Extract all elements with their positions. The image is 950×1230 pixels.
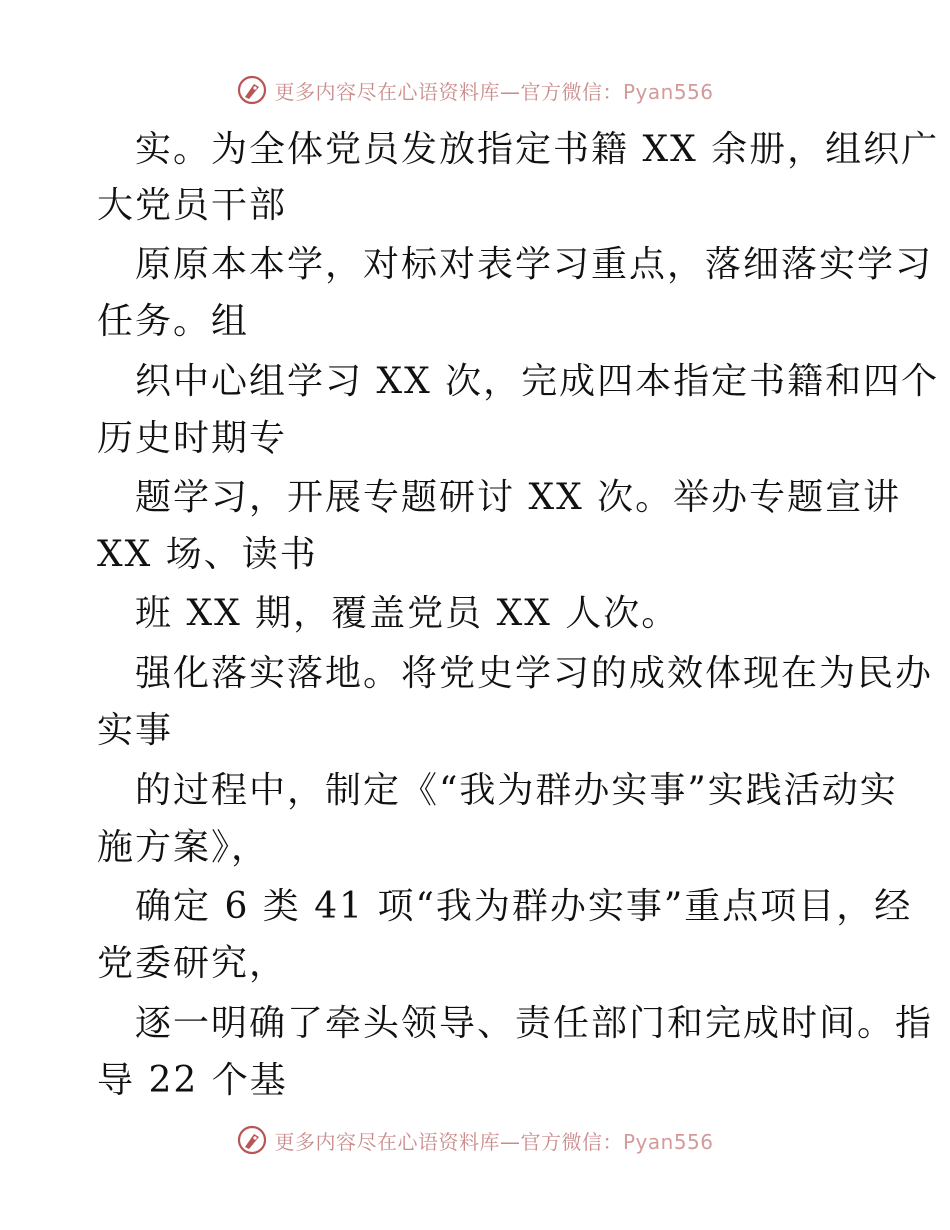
text-line: 党委研究，	[97, 943, 288, 984]
text-line: 逐一明确了牵头领导、责任部门和完成时间。指	[135, 1003, 934, 1044]
watermark-wechat-id: Pyan556	[622, 79, 714, 104]
text-line: 确定 6 类 41 项“我为群办实事”重点项目，经	[135, 886, 913, 927]
watermark-text	[274, 76, 713, 105]
watermark-label: 更多内容尽在心语资料库—官方微信：	[274, 79, 623, 104]
header-watermark	[0, 70, 950, 110]
text-line: 的过程中，制定《“我为群办实事”实践活动实	[135, 770, 898, 811]
text-line: 题学习，开展专题研讨 XX 次。举办专题宣讲	[135, 477, 902, 518]
text-line: 班 XX 期，覆盖党员 XX 人次。	[135, 593, 680, 634]
text-line: 实。为全体党员发放指定书籍 XX 余册，组织广	[135, 129, 940, 170]
text-line: 大党员干部	[97, 185, 288, 226]
watermark-text	[274, 1126, 713, 1155]
text-line: 实事	[97, 710, 174, 751]
pen-nib-circle-icon	[236, 74, 268, 106]
pen-nib-circle-icon	[236, 1124, 268, 1156]
text-line: 织中心组学习 XX 次，完成四本指定书籍和四个	[135, 361, 940, 402]
text-line: 历史时期专	[97, 418, 288, 459]
watermark-wechat-id: Pyan556	[622, 1129, 714, 1154]
text-line: 导 22 个基	[97, 1060, 288, 1101]
text-line: 原原本本学，对标对表学习重点，落细落实学习	[135, 244, 934, 285]
footer-watermark	[0, 1120, 950, 1160]
text-line: 任务。组	[97, 301, 250, 342]
watermark-label: 更多内容尽在心语资料库—官方微信：	[274, 1129, 623, 1154]
text-line: 强化落实落地。将党史学习的成效体现在为民办	[135, 653, 934, 694]
text-line: 施方案》，	[97, 827, 270, 868]
text-line: XX 场、读书	[97, 534, 318, 575]
